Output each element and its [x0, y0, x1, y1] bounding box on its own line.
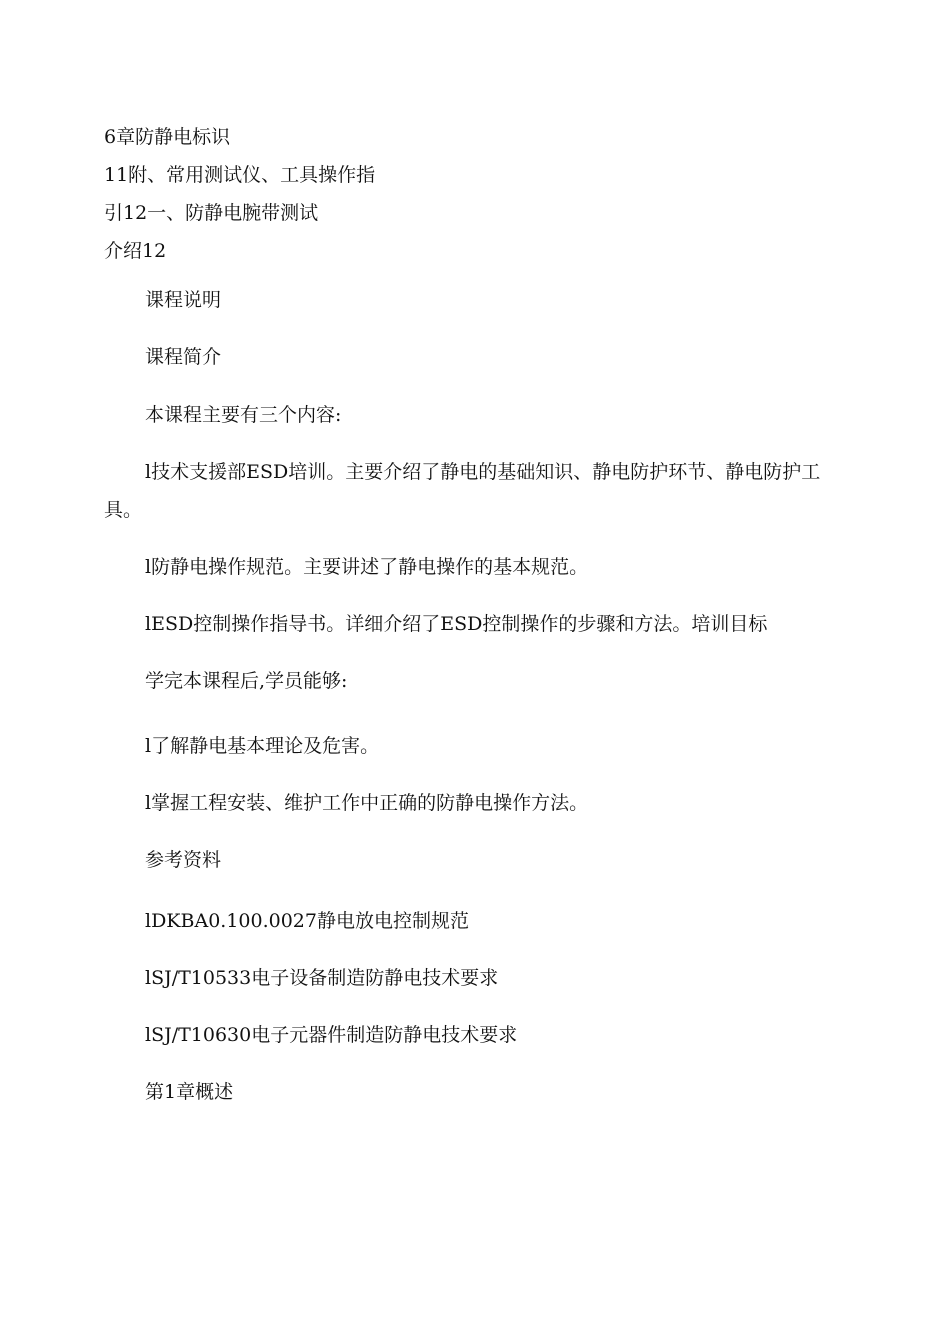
references-heading: 参考资料	[145, 849, 222, 871]
toc-line: 引12一、防静电腕带测试	[104, 202, 319, 224]
course-intro-heading: 课程简介	[145, 346, 222, 368]
course-item-esd-training: l技术支援部ESD培训。主要介绍了静电的基础知识、静电防护环节、静电防护工具。	[104, 461, 821, 521]
course-description-heading: 课程说明	[145, 289, 222, 311]
course-item-operation-spec: l防静电操作规范。主要讲述了静电操作的基本规范。	[145, 556, 589, 578]
chapter-heading: 第1章概述	[145, 1081, 234, 1103]
outcome-item-theory: l了解静电基本理论及危害。	[145, 735, 380, 757]
outcome-item-practice: l掌握工程安装、维护工作中正确的防静电操作方法。	[145, 792, 589, 814]
course-item-esd-guide: lESD控制操作指导书。详细介绍了ESD控制操作的步骤和方法。培训目标	[145, 613, 768, 635]
toc-line: 6章防静电标识	[104, 126, 231, 148]
table-of-contents	[104, 118, 434, 270]
reference-item: lSJ/T10533电子设备制造防静电技术要求	[145, 967, 499, 989]
reference-item: lSJ/T10630电子元器件制造防静电技术要求	[145, 1024, 518, 1046]
toc-line: 11附、常用测试仪、工具操作指	[104, 164, 376, 186]
learning-outcome-intro: 学完本课程后,学员能够:	[145, 670, 348, 692]
reference-item: lDKBA0.100.0027静电放电控制规范	[145, 910, 469, 932]
course-content-intro: 本课程主要有三个内容:	[145, 404, 342, 426]
toc-line: 介绍12	[104, 240, 167, 262]
